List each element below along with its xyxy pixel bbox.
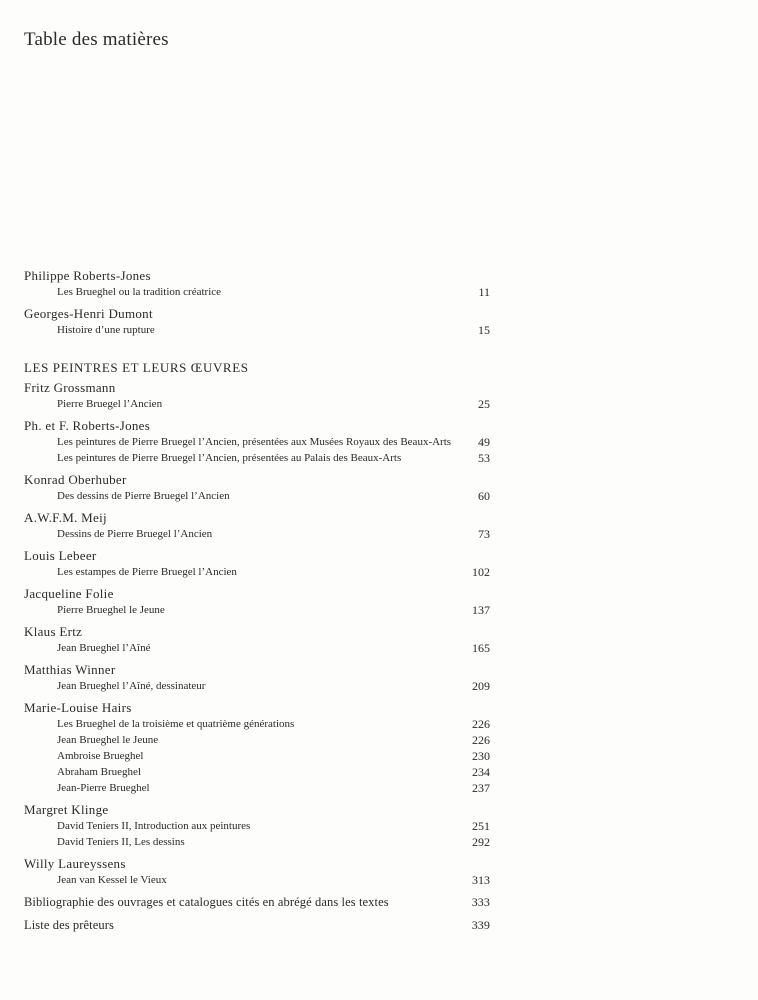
work-line [24,434,494,450]
author-name: Klaus Ertz [24,624,83,639]
table-of-contents [24,268,494,940]
work-title: Dessins de Pierre Bruegel l’Ancien [57,528,213,540]
page-number: 60 [478,489,490,503]
closing-entries [24,894,494,933]
work-title: Pierre Brueghel le Jeune [57,604,165,616]
section-entries [24,380,494,888]
page-number: 234 [472,765,490,779]
closing-line [24,894,494,910]
work-title: Ambroise Brueghel [57,750,144,762]
author-name: A.W.F.M. Meij [24,510,107,525]
page-number: 165 [472,641,490,655]
work-title: David Teniers II, Les dessins [57,836,185,848]
page-number: 53 [478,451,490,465]
page-number: 339 [471,918,490,932]
work-title: Les estampes de Pierre Bruegel l’Ancien [57,566,237,578]
work-title: Pierre Bruegel l’Ancien [57,398,163,410]
page-number: 49 [478,435,490,449]
page-number: 226 [472,733,490,747]
closing-title: Bibliographie des ouvrages et catalogues cités en abrégé dans les textes [24,895,389,909]
work-title: Jean Brueghel l’Aîné [57,642,151,654]
author-name: Marie-Louise Hairs [24,700,132,715]
page-number: 102 [472,565,490,579]
page-number: 251 [472,819,490,833]
author-name: Georges-Henri Dumont [24,306,153,321]
work-line [24,872,494,888]
closing-title: Liste des prêteurs [24,918,114,932]
toc-entry [24,802,494,850]
toc-entry [24,700,494,796]
page-number: 137 [472,603,490,617]
intro-entries [24,268,494,338]
author-name: Ph. et F. Roberts-Jones [24,418,151,433]
author-name: Matthias Winner [24,662,116,677]
page-number: 11 [478,285,490,299]
toc-entry [24,306,494,338]
toc-entry [24,662,494,694]
page-number: 25 [478,397,490,411]
work-line [24,732,494,748]
work-line [24,564,494,580]
work-title: Jean Brueghel l’Aîné, dessinateur [57,680,206,692]
work-title: Histoire d’une rupture [57,324,155,336]
toc-entry [24,380,494,412]
toc-entry [24,510,494,542]
work-line [24,678,494,694]
work-line [24,640,494,656]
work-line [24,284,494,300]
work-line [24,780,494,796]
work-title: Les peintures de Pierre Bruegel l’Ancien, présentées aux Musées Royaux des Beaux-Arts [57,436,452,448]
work-title: Les peintures de Pierre Bruegel l’Ancien, présentées au Palais des Beaux-Arts [57,452,402,464]
work-title: Jean-Pierre Brueghel [57,782,150,794]
author-name: Margret Klinge [24,802,109,817]
toc-entry [24,268,494,300]
page-title: Table des matières [24,29,169,50]
page-number: 333 [471,895,490,909]
section-heading: LES PEINTRES ET LEURS ŒUVRES [24,360,249,375]
work-line [24,488,494,504]
author-name: Konrad Oberhuber [24,472,127,487]
page-number: 230 [472,749,490,763]
work-line [24,526,494,542]
page-number: 226 [472,717,490,731]
work-title: Jean van Kessel le Vieux [57,874,167,886]
toc-entry [24,856,494,888]
page-number: 313 [472,873,490,887]
work-line [24,396,494,412]
author-name: Jacqueline Folie [24,586,114,601]
work-line [24,716,494,732]
toc-entry [24,624,494,656]
author-name: Louis Lebeer [24,548,97,563]
author-name: Philippe Roberts-Jones [24,268,151,283]
closing-line [24,917,494,933]
work-title: David Teniers II, Introduction aux peintures [57,820,251,832]
page-number: 15 [478,323,490,337]
work-title: Abraham Brueghel [57,766,141,778]
page-number: 237 [472,781,490,795]
page-number: 292 [472,835,490,849]
work-line [24,322,494,338]
work-line [24,818,494,834]
work-title: Des dessins de Pierre Bruegel l’Ancien [57,490,230,502]
toc-entry [24,548,494,580]
work-title: Les Brueghel de la troisième et quatrième générations [57,718,295,730]
toc-entry [24,472,494,504]
work-title: Jean Brueghel le Jeune [57,734,159,746]
work-line [24,764,494,780]
work-line [24,602,494,618]
work-title: Les Brueghel ou la tradition créatrice [57,286,222,298]
page-number: 209 [472,679,490,693]
toc-entry [24,418,494,466]
author-name: Willy Laureyssens [24,856,126,871]
work-line [24,450,494,466]
toc-entry [24,586,494,618]
author-name: Fritz Grossmann [24,380,116,395]
work-line [24,834,494,850]
work-line [24,748,494,764]
page-number: 73 [478,527,490,541]
